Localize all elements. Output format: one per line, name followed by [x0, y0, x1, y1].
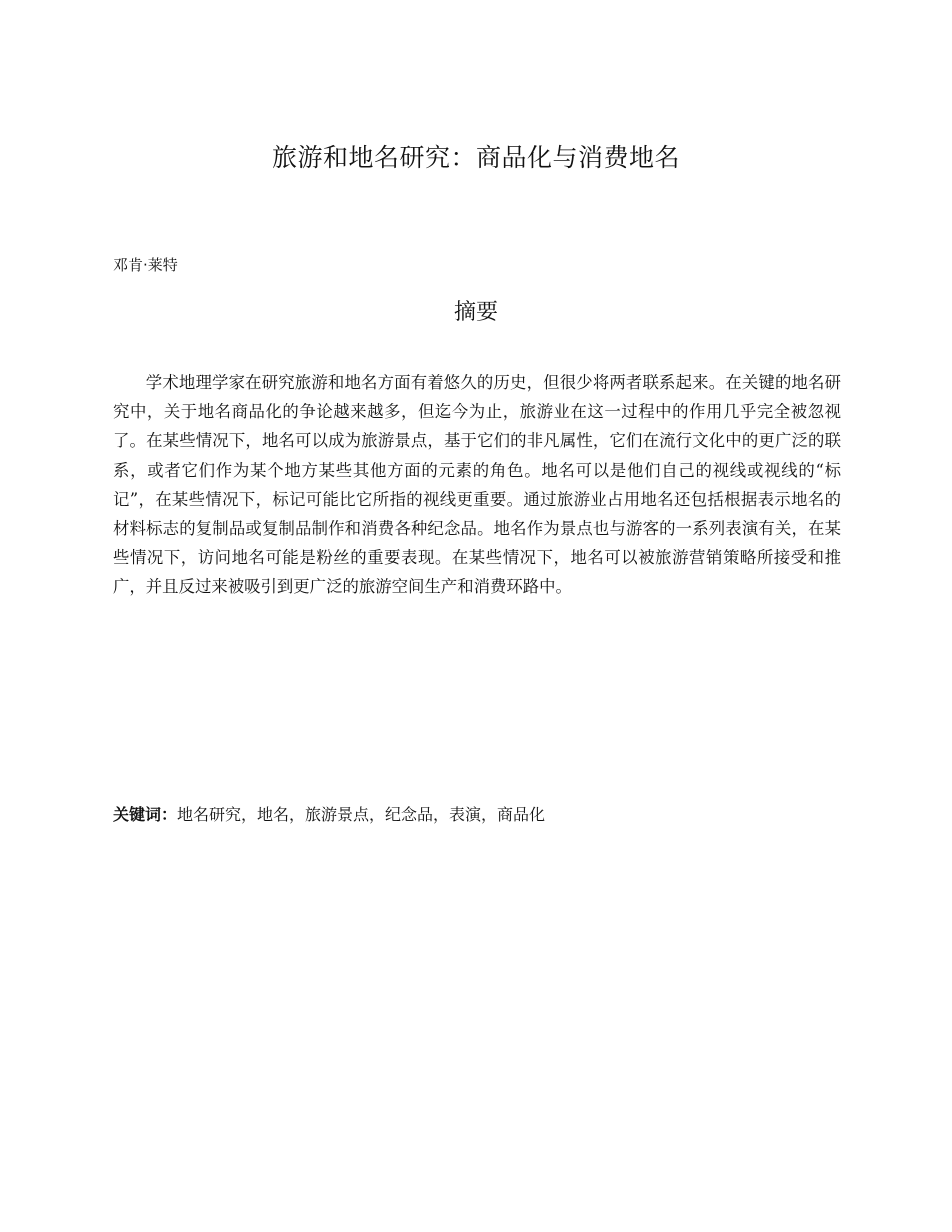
keywords-text: 地名研究，地名，旅游景点，纪念品，表演，商品化 [177, 805, 546, 824]
abstract-body: 学术地理学家在研究旅游和地名方面有着悠久的历史，但很少将两者联系起来。在关键的地名研究中，关于地名商品化的争论越来越多，但迄今为止，旅游业在这一过程中的作用几乎完全被忽视了。在某些情况下，地名可以成为旅游景点，基于它们的非凡属性，它们在流行文化中的更广泛的联系，或者它们作为某个地方某些其他方面的元素的角色。地名可以是他们自己的视线或视线的“标记”，在某些情况下，标记可能比它所指的视线更重要。通过旅游业占用地名还包括根据表示地名的材料标志的复制品或复制品制作和消费各种纪念品。地名作为景点也与游客的一系列表演有关，在某些情况下，访问地名可能是粉丝的重要表现。在某些情况下，地名可以被旅游营销策略所接受和推广，并且反过来被吸引到更广泛的旅游空间生产和消费环路中。 [113, 373, 841, 597]
keywords-label: 关键词： [113, 805, 178, 824]
keywords-line [113, 802, 841, 828]
author-name: 邓肯·莱特 [113, 256, 178, 274]
paper-title: 旅游和地名研究：商品化与消费地名 [271, 143, 680, 172]
abstract-heading: 摘要 [453, 300, 498, 325]
